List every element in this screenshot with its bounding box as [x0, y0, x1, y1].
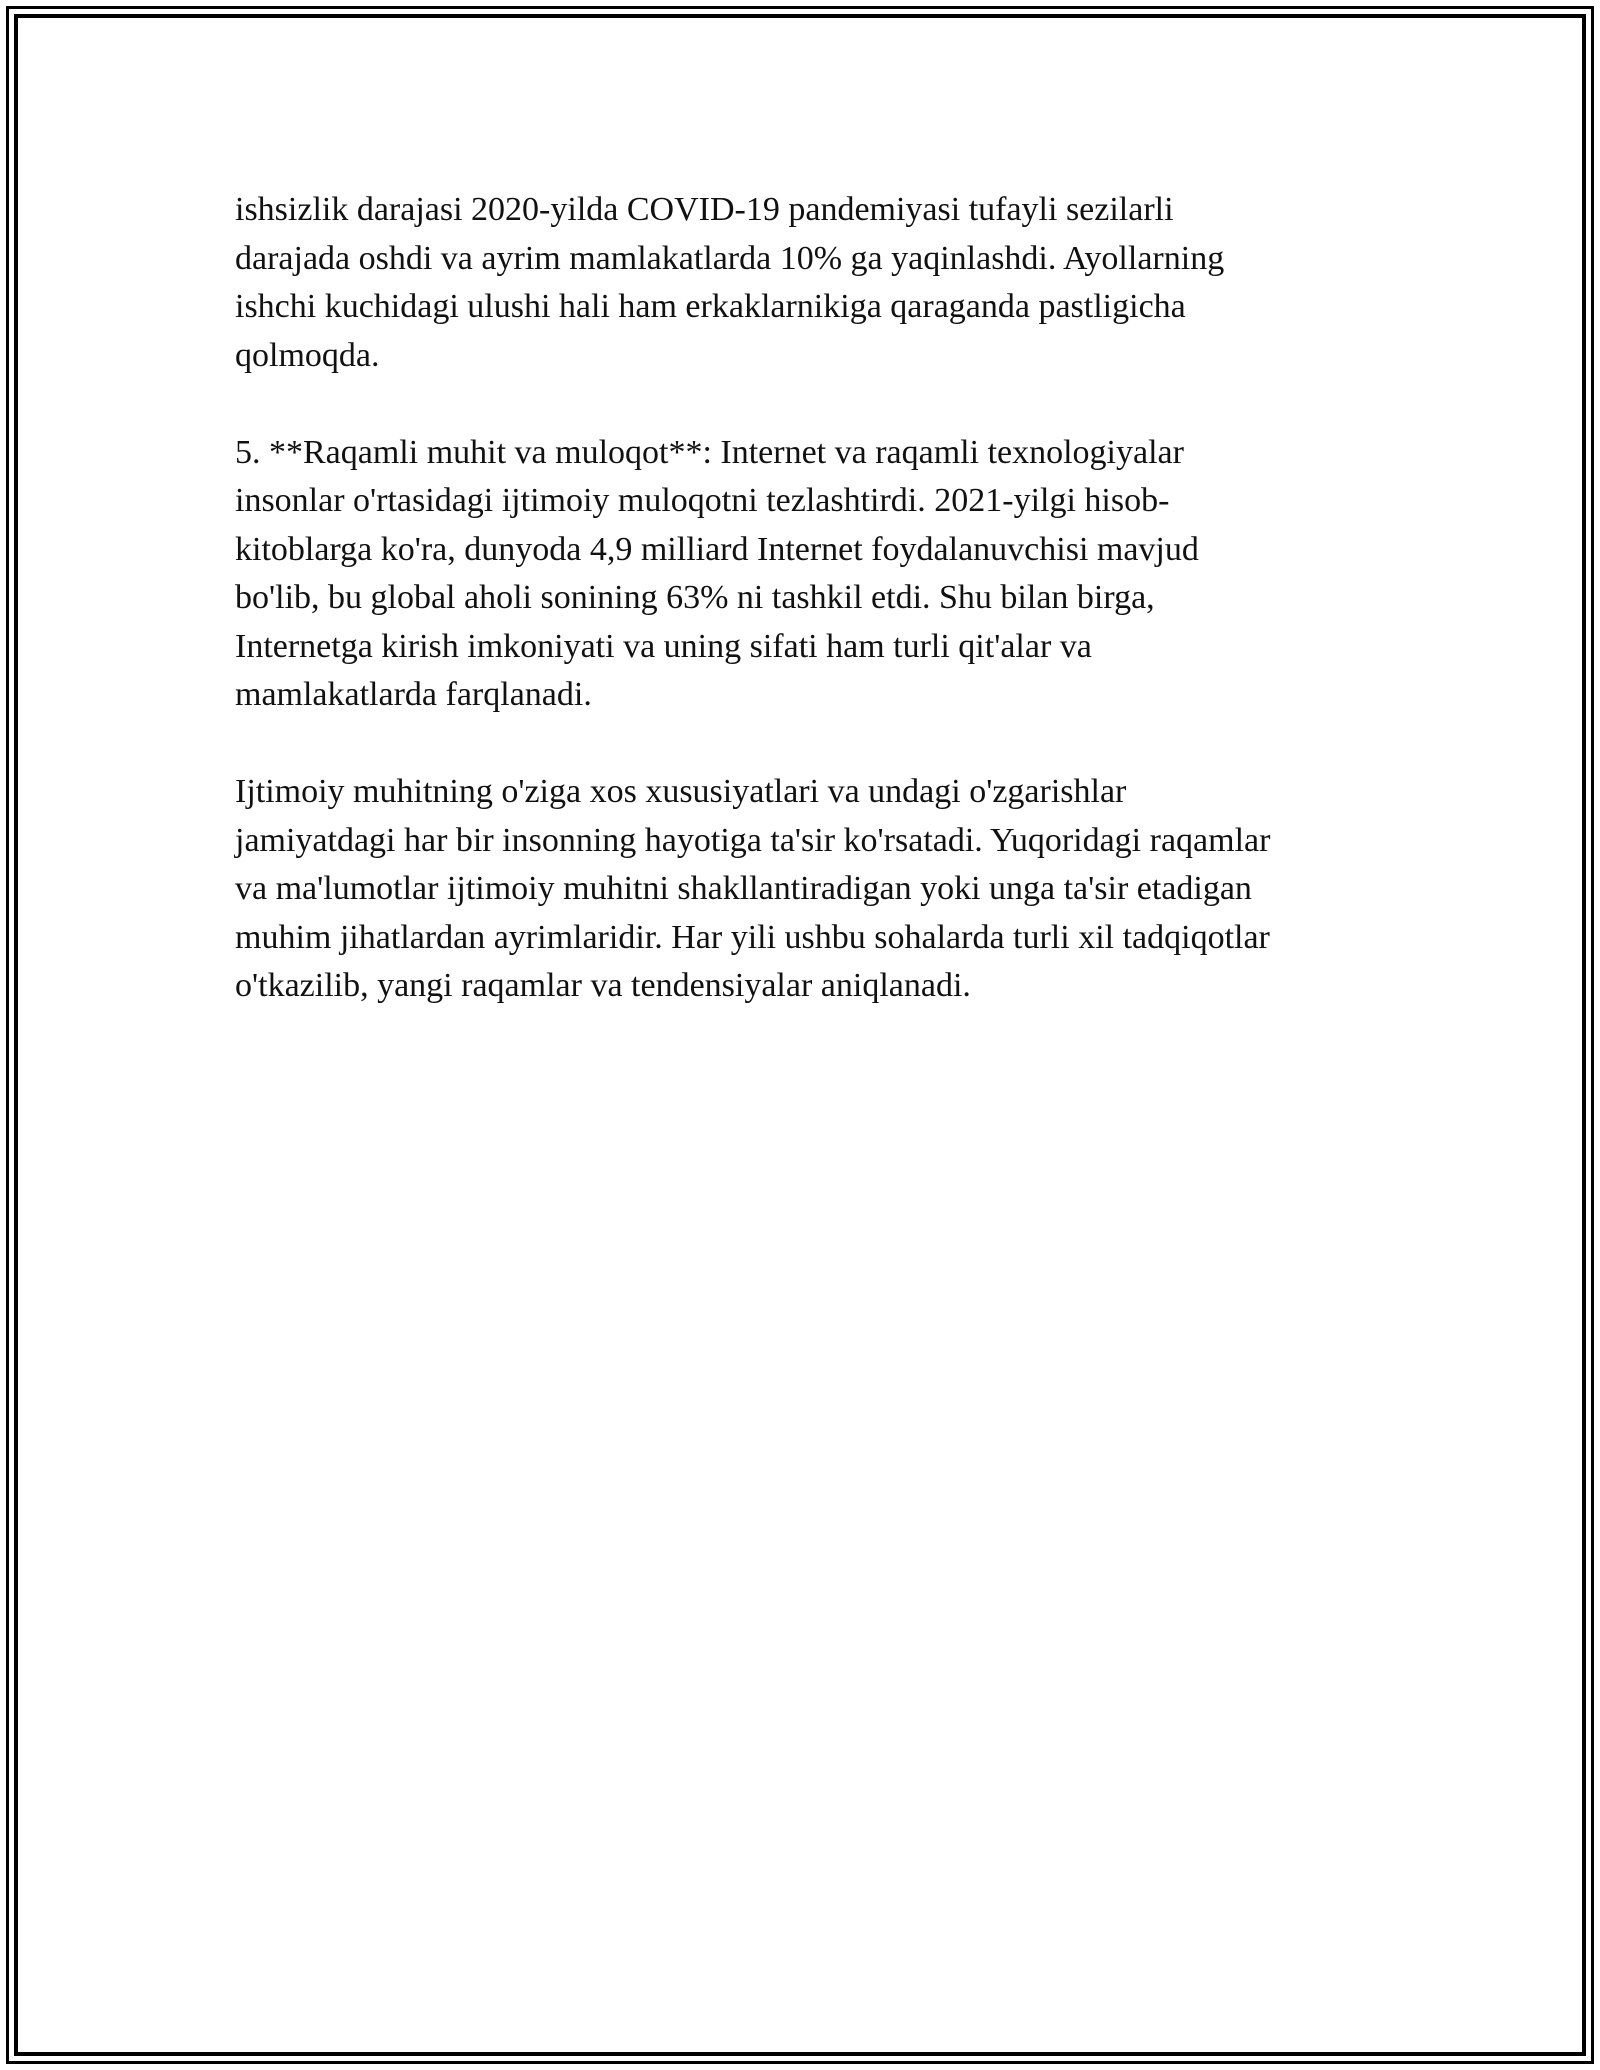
text-line: mamlakatlarda farqlanadi.: [235, 676, 592, 713]
text-line: qolmoqda.: [235, 336, 380, 374]
text-line: darajada oshdi va ayrim mamlakatlarda 10% ga yaqinlashdi. Ayollarning: [235, 239, 1225, 277]
text-line: ishsizlik darajasi 2020-yilda COVID-19 pandemiyasi tufayli sezilarli: [235, 191, 1174, 228]
text-line: va ma'lumotlar ijtimoiy muhitni shakllantiradigan yoki unga ta'sir etadigan: [235, 870, 1252, 907]
text-line: Internetga kirish imkoniyati va uning sifati ham turli qit'alar va: [235, 627, 1092, 665]
paragraph-conclusion: [235, 768, 1385, 1011]
text-line: jamiyatdagi har bir insonning hayotiga ta'sir ko'rsatadi. Yuqoridagi raqamlar: [235, 821, 1271, 859]
text-line: insonlar o'rtasidagi ijtimoiy muloqotni tezlashtirdi. 2021-yilgi hisob-: [235, 482, 1170, 519]
document-body: [235, 186, 1385, 1059]
text-line: o'tkazilib, yangi raqamlar va tendensiyalar aniqlanadi.: [235, 967, 971, 1004]
paragraph-digital-environment: [235, 429, 1385, 720]
text-line: Ijtimoiy muhitning o'ziga xos xususiyatlari va undagi o'zgarishlar: [235, 773, 1127, 810]
text-line: 5. **Raqamli muhit va muloqot**: Internet va raqamli texnologiyalar: [235, 433, 1184, 471]
text-line: kitoblarga ko'ra, dunyoda 4,9 milliard Internet foydalanuvchisi mavjud: [235, 530, 1199, 568]
text-line: muhim jihatlardan ayrimlaridir. Har yili ushbu sohalarda turli xil tadqiqotlar: [235, 918, 1270, 956]
paragraph-employment: [235, 186, 1385, 380]
text-line: bo'lib, bu global aholi sonining 63% ni tashkil etdi. Shu bilan birga,: [235, 579, 1155, 616]
text-line: ishchi kuchidagi ulushi hali ham erkaklarnikiga qaraganda pastligicha: [235, 288, 1186, 325]
